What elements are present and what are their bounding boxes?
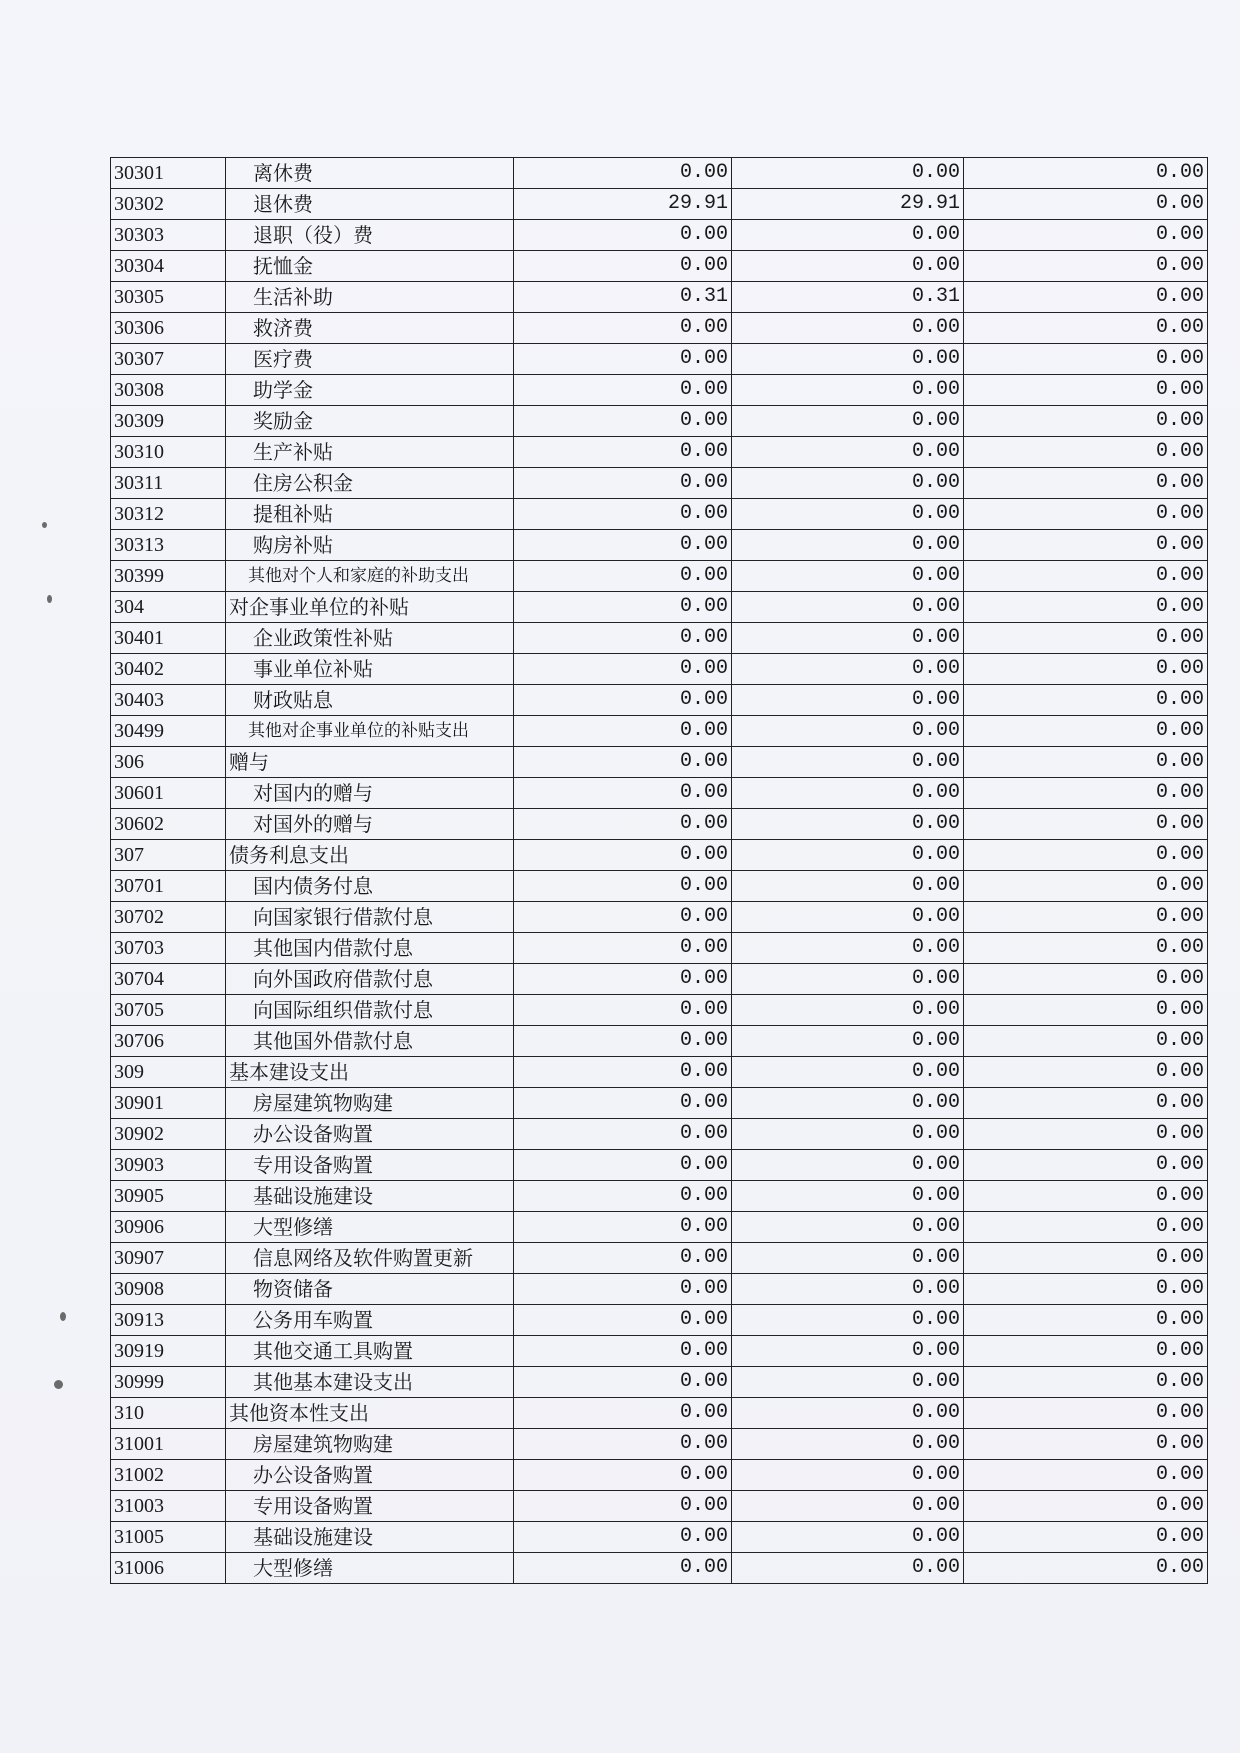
- account-code-cell: 30313: [111, 530, 226, 561]
- amount-cell-3: 0.00: [964, 1150, 1208, 1181]
- table-row: [111, 1119, 1208, 1150]
- account-name-cell: 其他对个人和家庭的补助支出: [226, 561, 514, 592]
- amount-cell-3: 0.00: [964, 995, 1208, 1026]
- amount-cell-1: 0.00: [514, 1243, 732, 1274]
- account-code-cell: 306: [111, 747, 226, 778]
- table-row: [111, 375, 1208, 406]
- account-name-cell: 对国外的赠与: [226, 809, 514, 840]
- account-code-cell: 30306: [111, 313, 226, 344]
- amount-cell-3: 0.00: [964, 592, 1208, 623]
- amount-cell-1: 0.00: [514, 468, 732, 499]
- account-name-cell: 奖励金: [226, 406, 514, 437]
- account-code-cell: 30302: [111, 189, 226, 220]
- account-code-cell: 30705: [111, 995, 226, 1026]
- amount-cell-3: 0.00: [964, 1398, 1208, 1429]
- account-code-cell: 30901: [111, 1088, 226, 1119]
- account-name-cell: 物资储备: [226, 1274, 514, 1305]
- amount-cell-1: 0.00: [514, 406, 732, 437]
- account-code-cell: 30308: [111, 375, 226, 406]
- amount-cell-1: 0.00: [514, 1460, 732, 1491]
- amount-cell-2: 29.91: [732, 189, 964, 220]
- table-row: [111, 220, 1208, 251]
- amount-cell-3: 0.00: [964, 406, 1208, 437]
- amount-cell-2: 0.00: [732, 747, 964, 778]
- account-name-cell: 基本建设支出: [226, 1057, 514, 1088]
- account-code-cell: 31002: [111, 1460, 226, 1491]
- account-name-cell: 生产补贴: [226, 437, 514, 468]
- amount-cell-3: 0.00: [964, 251, 1208, 282]
- amount-cell-2: 0.00: [732, 1367, 964, 1398]
- table-row: [111, 1150, 1208, 1181]
- amount-cell-1: 0.00: [514, 1026, 732, 1057]
- amount-cell-3: 0.00: [964, 778, 1208, 809]
- amount-cell-1: 0.00: [514, 685, 732, 716]
- amount-cell-3: 0.00: [964, 468, 1208, 499]
- amount-cell-3: 0.00: [964, 1274, 1208, 1305]
- account-name-cell: 救济费: [226, 313, 514, 344]
- account-name-cell: 生活补助: [226, 282, 514, 313]
- amount-cell-3: 0.00: [964, 1429, 1208, 1460]
- account-code-cell: 30310: [111, 437, 226, 468]
- amount-cell-1: 0.00: [514, 933, 732, 964]
- scan-speck: [60, 1312, 66, 1321]
- amount-cell-3: 0.00: [964, 623, 1208, 654]
- amount-cell-2: 0.00: [732, 809, 964, 840]
- table-row: [111, 1522, 1208, 1553]
- table-row: [111, 468, 1208, 499]
- amount-cell-3: 0.00: [964, 685, 1208, 716]
- account-code-cell: 31003: [111, 1491, 226, 1522]
- amount-cell-3: 0.00: [964, 809, 1208, 840]
- amount-cell-2: 0.00: [732, 313, 964, 344]
- amount-cell-2: 0.00: [732, 623, 964, 654]
- amount-cell-3: 0.00: [964, 1367, 1208, 1398]
- account-name-cell: 大型修缮: [226, 1212, 514, 1243]
- amount-cell-3: 0.00: [964, 1522, 1208, 1553]
- scan-speck: [47, 595, 52, 603]
- account-code-cell: 30307: [111, 344, 226, 375]
- account-name-cell: 信息网络及软件购置更新: [226, 1243, 514, 1274]
- amount-cell-3: 0.00: [964, 1336, 1208, 1367]
- amount-cell-3: 0.00: [964, 747, 1208, 778]
- account-code-cell: 30401: [111, 623, 226, 654]
- table-row: [111, 654, 1208, 685]
- table-row: [111, 561, 1208, 592]
- amount-cell-1: 0.00: [514, 1150, 732, 1181]
- amount-cell-3: 0.00: [964, 499, 1208, 530]
- table-row: [111, 1274, 1208, 1305]
- amount-cell-2: 0.00: [732, 1181, 964, 1212]
- account-name-cell: 国内债务付息: [226, 871, 514, 902]
- table-row: [111, 1057, 1208, 1088]
- account-name-cell: 购房补贴: [226, 530, 514, 561]
- account-code-cell: 307: [111, 840, 226, 871]
- account-code-cell: 31005: [111, 1522, 226, 1553]
- account-name-cell: 向外国政府借款付息: [226, 964, 514, 995]
- scan-speck: [54, 1380, 63, 1389]
- amount-cell-2: 0.00: [732, 933, 964, 964]
- account-name-cell: 财政贴息: [226, 685, 514, 716]
- amount-cell-2: 0.00: [732, 995, 964, 1026]
- amount-cell-2: 0.00: [732, 592, 964, 623]
- account-code-cell: 30903: [111, 1150, 226, 1181]
- amount-cell-2: 0.00: [732, 964, 964, 995]
- table-row: [111, 1460, 1208, 1491]
- amount-cell-1: 0.00: [514, 902, 732, 933]
- account-name-cell: 对企事业单位的补贴: [226, 592, 514, 623]
- amount-cell-2: 0.00: [732, 158, 964, 189]
- amount-cell-3: 0.00: [964, 437, 1208, 468]
- account-name-cell: 退休费: [226, 189, 514, 220]
- account-code-cell: 30403: [111, 685, 226, 716]
- amount-cell-1: 0.00: [514, 716, 732, 747]
- account-name-cell: 基础设施建设: [226, 1522, 514, 1553]
- account-code-cell: 30703: [111, 933, 226, 964]
- amount-cell-3: 0.00: [964, 1057, 1208, 1088]
- amount-cell-2: 0.00: [732, 840, 964, 871]
- amount-cell-2: 0.00: [732, 1150, 964, 1181]
- amount-cell-1: 0.00: [514, 1057, 732, 1088]
- scan-speck: [42, 522, 47, 528]
- amount-cell-2: 0.00: [732, 561, 964, 592]
- amount-cell-2: 0.00: [732, 902, 964, 933]
- table-row: [111, 189, 1208, 220]
- account-code-cell: 30919: [111, 1336, 226, 1367]
- account-name-cell: 抚恤金: [226, 251, 514, 282]
- amount-cell-1: 0.00: [514, 1336, 732, 1367]
- amount-cell-2: 0.00: [732, 1243, 964, 1274]
- amount-cell-1: 0.00: [514, 437, 732, 468]
- amount-cell-1: 0.00: [514, 1088, 732, 1119]
- amount-cell-2: 0.00: [732, 1119, 964, 1150]
- amount-cell-3: 0.00: [964, 530, 1208, 561]
- table-row: [111, 437, 1208, 468]
- amount-cell-3: 0.00: [964, 840, 1208, 871]
- amount-cell-2: 0.00: [732, 1460, 964, 1491]
- amount-cell-3: 0.00: [964, 344, 1208, 375]
- account-name-cell: 其他国外借款付息: [226, 1026, 514, 1057]
- amount-cell-1: 0.00: [514, 220, 732, 251]
- account-name-cell: 对国内的赠与: [226, 778, 514, 809]
- account-name-cell: 企业政策性补贴: [226, 623, 514, 654]
- amount-cell-1: 0.00: [514, 1305, 732, 1336]
- amount-cell-3: 0.00: [964, 1181, 1208, 1212]
- amount-cell-1: 0.00: [514, 809, 732, 840]
- expenditure-table-body: [111, 158, 1208, 1584]
- table-row: [111, 406, 1208, 437]
- account-name-cell: 办公设备购置: [226, 1460, 514, 1491]
- amount-cell-3: 0.00: [964, 1243, 1208, 1274]
- amount-cell-2: 0.00: [732, 1522, 964, 1553]
- amount-cell-3: 0.00: [964, 716, 1208, 747]
- amount-cell-1: 0.00: [514, 313, 732, 344]
- amount-cell-2: 0.00: [732, 375, 964, 406]
- amount-cell-3: 0.00: [964, 1119, 1208, 1150]
- table-row: [111, 530, 1208, 561]
- amount-cell-3: 0.00: [964, 282, 1208, 313]
- amount-cell-3: 0.00: [964, 189, 1208, 220]
- table-row: [111, 499, 1208, 530]
- account-name-cell: 赠与: [226, 747, 514, 778]
- table-row: [111, 1367, 1208, 1398]
- amount-cell-1: 0.00: [514, 1522, 732, 1553]
- account-code-cell: 30311: [111, 468, 226, 499]
- amount-cell-2: 0.00: [732, 1057, 964, 1088]
- account-code-cell: 30499: [111, 716, 226, 747]
- table-row: [111, 1212, 1208, 1243]
- amount-cell-2: 0.31: [732, 282, 964, 313]
- table-row: [111, 1491, 1208, 1522]
- account-code-cell: 30907: [111, 1243, 226, 1274]
- table-row: [111, 1553, 1208, 1584]
- amount-cell-1: 0.00: [514, 1212, 732, 1243]
- amount-cell-3: 0.00: [964, 375, 1208, 406]
- account-code-cell: 30402: [111, 654, 226, 685]
- account-code-cell: 30312: [111, 499, 226, 530]
- amount-cell-3: 0.00: [964, 1553, 1208, 1584]
- account-name-cell: 其他基本建设支出: [226, 1367, 514, 1398]
- account-name-cell: 助学金: [226, 375, 514, 406]
- amount-cell-3: 0.00: [964, 1088, 1208, 1119]
- amount-cell-3: 0.00: [964, 313, 1208, 344]
- amount-cell-2: 0.00: [732, 778, 964, 809]
- amount-cell-2: 0.00: [732, 1088, 964, 1119]
- table-row: [111, 1181, 1208, 1212]
- amount-cell-2: 0.00: [732, 499, 964, 530]
- amount-cell-3: 0.00: [964, 1305, 1208, 1336]
- amount-cell-1: 0.00: [514, 1429, 732, 1460]
- amount-cell-1: 0.00: [514, 561, 732, 592]
- amount-cell-1: 0.00: [514, 1274, 732, 1305]
- account-name-cell: 其他对企事业单位的补贴支出: [226, 716, 514, 747]
- amount-cell-1: 0.00: [514, 375, 732, 406]
- amount-cell-3: 0.00: [964, 964, 1208, 995]
- amount-cell-2: 0.00: [732, 1491, 964, 1522]
- account-code-cell: 30601: [111, 778, 226, 809]
- account-name-cell: 提租补贴: [226, 499, 514, 530]
- amount-cell-1: 0.00: [514, 840, 732, 871]
- table-row: [111, 995, 1208, 1026]
- amount-cell-1: 0.00: [514, 251, 732, 282]
- amount-cell-2: 0.00: [732, 1398, 964, 1429]
- account-code-cell: 30701: [111, 871, 226, 902]
- table-row: [111, 747, 1208, 778]
- table-row: [111, 592, 1208, 623]
- amount-cell-3: 0.00: [964, 902, 1208, 933]
- account-code-cell: 30304: [111, 251, 226, 282]
- amount-cell-2: 0.00: [732, 530, 964, 561]
- amount-cell-2: 0.00: [732, 1336, 964, 1367]
- account-name-cell: 其他资本性支出: [226, 1398, 514, 1429]
- amount-cell-2: 0.00: [732, 220, 964, 251]
- amount-cell-3: 0.00: [964, 561, 1208, 592]
- amount-cell-3: 0.00: [964, 1212, 1208, 1243]
- expenditure-table: [110, 157, 1208, 1584]
- account-code-cell: 31006: [111, 1553, 226, 1584]
- account-name-cell: 房屋建筑物购建: [226, 1429, 514, 1460]
- account-code-cell: 30602: [111, 809, 226, 840]
- amount-cell-2: 0.00: [732, 871, 964, 902]
- amount-cell-3: 0.00: [964, 158, 1208, 189]
- account-code-cell: 30399: [111, 561, 226, 592]
- account-code-cell: 30906: [111, 1212, 226, 1243]
- amount-cell-1: 0.00: [514, 623, 732, 654]
- amount-cell-1: 0.00: [514, 964, 732, 995]
- amount-cell-1: 0.00: [514, 654, 732, 685]
- account-code-cell: 30305: [111, 282, 226, 313]
- account-code-cell: 310: [111, 1398, 226, 1429]
- account-name-cell: 住房公积金: [226, 468, 514, 499]
- amount-cell-1: 0.00: [514, 747, 732, 778]
- account-name-cell: 向国家银行借款付息: [226, 902, 514, 933]
- amount-cell-2: 0.00: [732, 251, 964, 282]
- amount-cell-1: 0.00: [514, 530, 732, 561]
- table-row: [111, 964, 1208, 995]
- account-code-cell: 309: [111, 1057, 226, 1088]
- account-name-cell: 其他国内借款付息: [226, 933, 514, 964]
- amount-cell-3: 0.00: [964, 1026, 1208, 1057]
- table-row: [111, 1305, 1208, 1336]
- amount-cell-1: 0.00: [514, 1367, 732, 1398]
- account-name-cell: 公务用车购置: [226, 1305, 514, 1336]
- account-name-cell: 专用设备购置: [226, 1491, 514, 1522]
- account-name-cell: 医疗费: [226, 344, 514, 375]
- table-row: [111, 902, 1208, 933]
- account-code-cell: 30999: [111, 1367, 226, 1398]
- account-name-cell: 其他交通工具购置: [226, 1336, 514, 1367]
- account-name-cell: 事业单位补贴: [226, 654, 514, 685]
- amount-cell-1: 29.91: [514, 189, 732, 220]
- table-row: [111, 1026, 1208, 1057]
- account-name-cell: 离休费: [226, 158, 514, 189]
- amount-cell-1: 0.00: [514, 344, 732, 375]
- account-code-cell: 30902: [111, 1119, 226, 1150]
- table-row: [111, 1336, 1208, 1367]
- amount-cell-1: 0.00: [514, 871, 732, 902]
- amount-cell-2: 0.00: [732, 406, 964, 437]
- account-name-cell: 专用设备购置: [226, 1150, 514, 1181]
- amount-cell-1: 0.00: [514, 1398, 732, 1429]
- amount-cell-2: 0.00: [732, 685, 964, 716]
- table-row: [111, 344, 1208, 375]
- amount-cell-3: 0.00: [964, 654, 1208, 685]
- amount-cell-1: 0.00: [514, 158, 732, 189]
- table-row: [111, 1398, 1208, 1429]
- amount-cell-2: 0.00: [732, 1274, 964, 1305]
- account-code-cell: 30704: [111, 964, 226, 995]
- amount-cell-2: 0.00: [732, 1212, 964, 1243]
- amount-cell-1: 0.31: [514, 282, 732, 313]
- account-code-cell: 30702: [111, 902, 226, 933]
- table-row: [111, 1243, 1208, 1274]
- amount-cell-3: 0.00: [964, 1491, 1208, 1522]
- account-name-cell: 房屋建筑物购建: [226, 1088, 514, 1119]
- account-code-cell: 30913: [111, 1305, 226, 1336]
- table-row: [111, 251, 1208, 282]
- amount-cell-2: 0.00: [732, 1553, 964, 1584]
- amount-cell-1: 0.00: [514, 1553, 732, 1584]
- amount-cell-2: 0.00: [732, 1026, 964, 1057]
- account-code-cell: 30301: [111, 158, 226, 189]
- amount-cell-1: 0.00: [514, 592, 732, 623]
- account-code-cell: 31001: [111, 1429, 226, 1460]
- amount-cell-1: 0.00: [514, 778, 732, 809]
- account-code-cell: 30905: [111, 1181, 226, 1212]
- amount-cell-3: 0.00: [964, 1460, 1208, 1491]
- account-name-cell: 基础设施建设: [226, 1181, 514, 1212]
- amount-cell-2: 0.00: [732, 716, 964, 747]
- amount-cell-2: 0.00: [732, 1305, 964, 1336]
- table-row: [111, 313, 1208, 344]
- amount-cell-2: 0.00: [732, 654, 964, 685]
- amount-cell-2: 0.00: [732, 344, 964, 375]
- table-row: [111, 1429, 1208, 1460]
- table-row: [111, 840, 1208, 871]
- account-name-cell: 大型修缮: [226, 1553, 514, 1584]
- amount-cell-2: 0.00: [732, 1429, 964, 1460]
- account-code-cell: 30706: [111, 1026, 226, 1057]
- table-row: [111, 1088, 1208, 1119]
- amount-cell-1: 0.00: [514, 499, 732, 530]
- table-row: [111, 158, 1208, 189]
- account-name-cell: 向国际组织借款付息: [226, 995, 514, 1026]
- amount-cell-2: 0.00: [732, 437, 964, 468]
- amount-cell-1: 0.00: [514, 1491, 732, 1522]
- amount-cell-3: 0.00: [964, 220, 1208, 251]
- table-row: [111, 685, 1208, 716]
- table-row: [111, 623, 1208, 654]
- account-code-cell: 30309: [111, 406, 226, 437]
- amount-cell-1: 0.00: [514, 995, 732, 1026]
- table-row: [111, 716, 1208, 747]
- account-name-cell: 债务利息支出: [226, 840, 514, 871]
- account-name-cell: 退职（役）费: [226, 220, 514, 251]
- account-code-cell: 30908: [111, 1274, 226, 1305]
- table-row: [111, 933, 1208, 964]
- amount-cell-1: 0.00: [514, 1119, 732, 1150]
- amount-cell-1: 0.00: [514, 1181, 732, 1212]
- table-row: [111, 809, 1208, 840]
- account-code-cell: 30303: [111, 220, 226, 251]
- account-code-cell: 304: [111, 592, 226, 623]
- amount-cell-3: 0.00: [964, 871, 1208, 902]
- account-name-cell: 办公设备购置: [226, 1119, 514, 1150]
- table-row: [111, 871, 1208, 902]
- table-row: [111, 778, 1208, 809]
- table-row: [111, 282, 1208, 313]
- amount-cell-3: 0.00: [964, 933, 1208, 964]
- amount-cell-2: 0.00: [732, 468, 964, 499]
